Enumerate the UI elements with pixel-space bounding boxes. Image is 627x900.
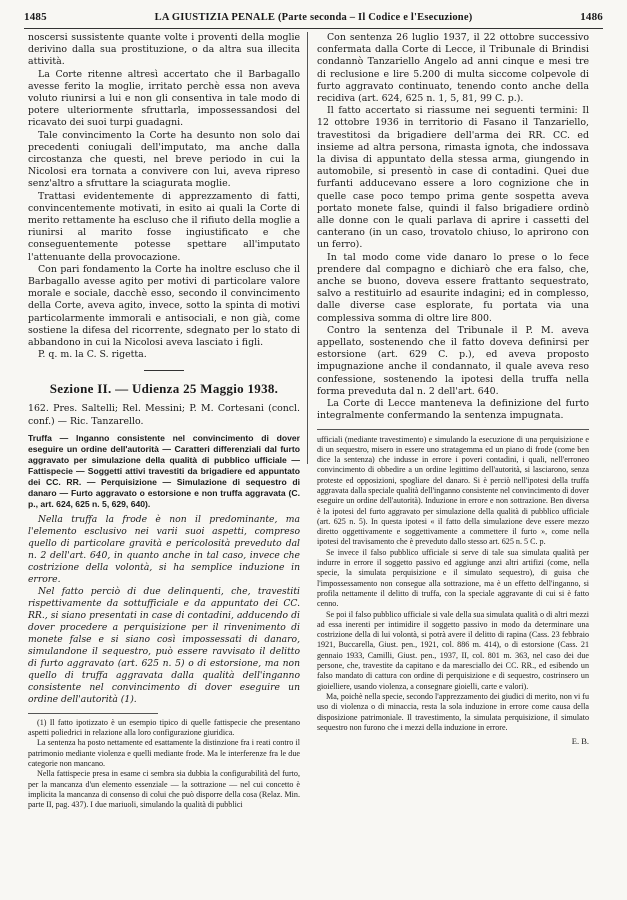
verdict: P. q. m. la C. S. rigetta.	[38, 349, 147, 361]
footnote: Nella fattispecie presa in esame ci sembra sia dubbia la configurabilità del furto, per la mancanza d'un elemento essenziale — la sottrazione — nel cui concetto è implicita la mancanza di consenso di colui che può disporre della cosa (Relaz. Min. parte II, pag. 437). I due mariuoli, simulando la qualità di pubblici	[28, 769, 300, 810]
case-header: 162. Pres. Saltelli; Rel. Messini; P. M. Cortesani (concl. conf.) — Ric. Tanzarello.	[28, 403, 300, 427]
paragraph: La Corte di Lecce manteneva la definizione del furto integralmente confermando la sentenza impugnata.	[317, 398, 589, 422]
note-paragraph: ufficiali (mediante travestimento) e simulando la esecuzione di una perquisizione e di un sequestro, misero in essere uno stratagemma ed un piano di frode (come ben dice la sentenza) che indusse in errore i poveri contadini, i quali, nell'erroneo convincimento di obbedire a un ordine legittimo dell'autorità, si lasciarono, senza proteste ed opposizioni, spogliare del danaro. Si è perciò nell'ipotesi della truffa aggravata dalla speciale qualità dell'inganno consistente nel convincimento di dover eseguire un ordine dell'autorità). Induzione in errore e non sottrazione. Ben diversa è la ipotesi del furto aggravato per simulazione della qualità di pubblico ufficiale (art. 625 n. 5). In questa ipotesi « il fatto della simulazione deve essere mezzo diretto oggettivamente e soggettivamente a commettere il furto », come nella ipotesi del travisamento che è preveduto dallo stesso art. 625 n. 5 C. p.	[317, 434, 589, 547]
case-summary: Truffa — Inganno consistente nel convincimento di dover eseguire un ordine dell'autorità — Caratteri differenziali dal furto aggravato per simulazione della qualità di pubblico ufficiale — Fattispecie — Soggetti attivi travestiti da brigadiere ed appuntato dei CC. RR. — Perquisizione — Simulazione di sequestro di danaro — Furto aggravato o estorsione e non truffa aggravata (C. p., art. 624, 625 n. 5, 629, 640).	[28, 432, 300, 509]
paragraph: Il fatto accertato si riassume nei seguenti termini: Il 12 ottobre 1936 in territorio di Fasano il Tanzariello, travestitosi da brigadiere dell'arma dei RR. CC. ed insieme ad altra persona, rimasta ignota, che indossava la divisa di appuntato della stessa arma, giungendo in automobile, si presentò in case di contadini. Quei due furfanti adducevano essere a loro cognizione che in quelle case poco tempo prima gente sospetta aveva portato monete false, quindi il falso brigadiere ordinò alle donne con le quali parlava di aprire i cassetti del canterano (in un caso, trovatolo chiuso, lo aprirono con un ferro).	[317, 105, 589, 251]
section-heading	[28, 370, 300, 397]
paragraph: Con pari fondamento la Corte ha inoltre escluso che il Barbagallo avesse agito per motivi di particolare valore morale e sociale, dacchè esso, secondo il convincimento della Corte, aveva agito, invece, sotto la spinta di motivi particolarmente immorali e antisociali, e non già, come sostiene la difesa del ricorrente, sdegnato per lo stato di abbandono in cui la Nicolosi aveva lasciato i figli.	[28, 263, 300, 349]
section-rule	[144, 370, 184, 371]
left-column	[28, 32, 300, 811]
column-divider	[307, 32, 308, 464]
footnote: La sentenza ha posto nettamente ed esattamente la distinzione fra i reati contro il patrimonio mediante violenza e quelli mediante frode. Ma le interferenze fra le due categorie non mancano.	[28, 738, 300, 769]
holding: Nella truffa la frode è non il predominante, ma l'elemento esclusivo nei varii suoi aspetti, compreso quello di particolare gravità e pericolosità preveduto dal n. 2 dell'art. 640, in quanto anche in tal caso, invece che costrizione della volontà, si ha semplice induzione in errore.	[28, 513, 300, 585]
section-title: Sezione II. — Udienza 25 Maggio 1938.	[49, 381, 279, 397]
paragraph: Contro la sentenza del Tribunale il P. M. aveva appellato, sostenendo che il fatto doveva definirsi per estorsione (art. 629 C. p.), ed aveva proposto impugnazione anche il condannato, il quale aveva reso confessione, sostenendo la ipotesi della truffa nella forma preveduta dal n. 2 dell'art. 640.	[317, 324, 589, 397]
paragraph: In tal modo come vide danaro lo prese o lo fece prendere dal compagno e dichiarò che era falso, che, anche se buono, doveva essere frattanto sequestrato, salvo a restituirlo ad esaurite indagini; ed in complesso, dalle diverse case esplorate, fu portata via una complessiva somma di oltre lire 800.	[317, 251, 589, 324]
paragraph: La Corte ritenne altresì accertato che il Barbagallo avesse ferito la moglie, irritato perchè essa non aveva voluto riunirsi a lui e non gli consentiva in tale modo di potere ulteriormente sfruttarla, impossessandosi del ricavato dei suoi turpi guadagni.	[28, 68, 300, 129]
note-paragraph: Ma, poichè nella specie, secondo l'apprezzamento dei giudici di merito, non vi fu uso di violenza o di minaccia, resta la sola induzione in errore come causa della disposizione patrimoniale. Il travestimento, la simulata perquisizione, il simulato sequestro non furono che i mezzi della induzione in errore.	[317, 691, 589, 732]
paragraph: Con sentenza 26 luglio 1937, il 22 ottobre successivo confermata dalla Corte di Lecce, il Tribunale di Brindisi condannò Tanzariello Angelo ad anni cinque e mesi tre di reclusione e lire 5.200 di multa siccome colpevole di furto aggravato continuato, tenendo conto anche della recidiva (art. 624, 625 n. 1, 5, 81, 99 C. p.).	[317, 32, 589, 105]
holding: Nel fatto perciò di due delinquenti, che, travestiti rispettivamente da sottufficiale e da appuntato dei CC. RR., si siano presentati in case di contadini, adducendo di dover procedere a perquisizione per il rinvenimento di monete false e si siano così impossessati di danaro, simulandone il sequestro, può essere ravvisato il delitto di furto aggravato (art. 625 n. 5) o di estorsione, ma non quello di truffa aggravata dalla qualità dell'inganno consistente nel convincimento di dover eseguire un ordine dell'autorità (1).	[28, 585, 300, 705]
note-paragraph: Se poi il falso pubblico ufficiale si vale della sua simulata qualità o di altri mezzi ad essa inerenti per intimidire il soggetto passivo in modo da determinare una costrizione della di lui volontà, si potrà avere il delitto di rapina (Cass. 23 febbraio 1921, Buccarella, Giust. pen., 1921, col. 886 m. 414), o di estorsione (Cass. 21 gennaio 1933, Camilli, Giust. pen., 1937, II, col. 801 m. 363, nel caso dei due persone, che, travestite da capitano e da maresciallo dei CC. RR., ed esibendo un falso mandato di cattura con ordine di perquisizione e di sequestro, costrinsero un gioielliere, usando violenza, a consegnare gioielli, carte e valori).	[317, 609, 589, 691]
running-header	[24, 6, 603, 29]
footnote: (1) Il fatto ipotizzato è un esempio tipico di quelle fattispecie che presentano aspetti poliedrici in relazione alla loro configurazione giuridica.	[28, 717, 300, 738]
journal-title: LA GIUSTIZIA PENALE (Parte seconda – Il Codice e l'Esecuzione)	[154, 11, 473, 23]
paragraph: Tale convincimento la Corte ha desunto non solo dai precedenti coniugali dell'imputato, ma anche dalla circostanza che questi, nel breve periodo in cui la Nicolosi era tornata a convivere con lui, aveva ripreso senz'altro a sfruttare la sciagurata moglie.	[28, 129, 300, 190]
page-number-left: 1485	[24, 11, 47, 23]
author-signature: E. B.	[571, 736, 589, 747]
right-column	[317, 32, 589, 746]
paragraph: noscersi sussistente quante volte i proventi della moglie derivino dalla sua prostituzione, o da altra sua illecita attività.	[28, 32, 300, 68]
note-paragraph: Se invece il falso pubblico ufficiale si serve di tale sua simulata qualità per indurre in errore il soggetto passivo ed aggiunge anzi altri artifizi (come, nella specie, la simulata perquisizione e il simulato sequestro), di guisa che l'impossessamento non consegue alla sottrazione, ma è un effetto dell'inganno, si profila nettamente il delitto di truffa, con la speciale aggravante di cui si è fatto cenno.	[317, 547, 589, 609]
page-number-right: 1486	[580, 11, 603, 23]
paragraph: Trattasi evidentemente di apprezzamento di fatti, convincentemente motivati, in esito ai quali la Corte di merito rettamente ha escluso che il rifiuto della moglie a riunirsi al marito fosse ingiustificato e che conseguentemente potesse spettare all'imputato l'attenuante della provocazione.	[28, 190, 300, 263]
note-divider	[317, 429, 589, 430]
footnote-rule	[28, 713, 158, 714]
